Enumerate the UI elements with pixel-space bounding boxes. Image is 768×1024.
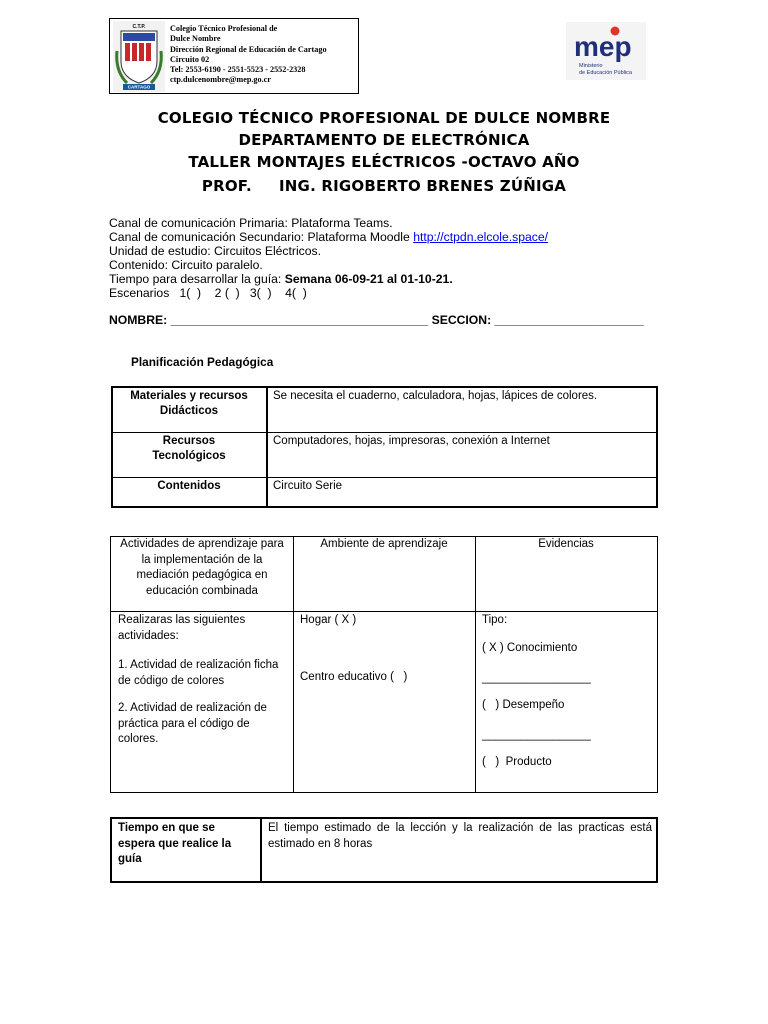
table-divider [475, 537, 476, 792]
planning-title: Planificación Pedagógica [131, 355, 274, 369]
school-line: Circuito 02 [170, 54, 210, 64]
evidence-type-label: Tipo: [482, 614, 508, 626]
environment-school: Centro educativo ( ) [300, 671, 408, 683]
header-divider [111, 611, 657, 612]
header-environment: Ambiente de aprendizaje [320, 538, 448, 550]
mep-logo-sub1: Ministerio [579, 63, 603, 69]
activity-item: 1. Actividad de realización ficha de código de colores [118, 659, 279, 687]
evidence-blank-line: _________________ [482, 729, 591, 741]
table-row [113, 388, 656, 433]
info-time-label: Tiempo para desarrollar la guía: [109, 272, 285, 286]
resources-table [111, 386, 658, 508]
info-secondary-channel [109, 230, 548, 244]
evidence-knowledge: ( X ) Conocimiento [482, 642, 578, 654]
table-row [113, 433, 656, 478]
header-evidence: Evidencias [538, 538, 594, 550]
time-value: El tiempo estimado de la lección y la realización de las practicas está estimado en 8 horas [268, 822, 652, 850]
row-label-technology: Recursos Tecnológicos [152, 435, 226, 462]
school-line: Dulce Nombre [170, 34, 221, 44]
school-line: Colegio Técnico Profesional de [170, 24, 278, 33]
title-department: DEPARTAMENTO DE ELECTRÓNICA [238, 131, 530, 149]
row-value-materials: Se necesita el cuaderno, calculadora, hojas, lápices de colores. [273, 390, 598, 402]
table-row [113, 478, 656, 506]
environment-home: Hogar ( X ) [300, 614, 357, 626]
title-professor: PROF. ING. RIGOBERTO BRENES ZÚÑIGA [201, 177, 567, 195]
evidence-performance: ( ) Desempeño [482, 699, 565, 711]
time-table [110, 817, 658, 883]
school-contact-lines [170, 24, 327, 86]
table-divider [260, 819, 262, 881]
evidence-blank-line: _________________ [482, 672, 591, 684]
crest-bottom-label: CARTAGO [127, 84, 151, 90]
info-time-range: Semana 06-09-21 al 01-10-21. [284, 272, 453, 286]
student-name-section-line: NOMBRE: ______________________________________ SECCION: ______________________ [109, 313, 644, 327]
school-crest-icon [113, 21, 165, 92]
school-line: Dirección Regional de Educación de Cartago [170, 44, 327, 54]
table-divider [293, 537, 294, 792]
title-workshop: TALLER MONTAJES ELÉCTRICOS -OCTAVO AÑO [188, 153, 580, 171]
info-time [109, 272, 453, 286]
info-study-unit: Unidad de estudio: Circuitos Eléctricos. [109, 244, 322, 258]
info-scenarios: Escenarios 1( ) 2 ( ) 3( ) 4( ) [109, 286, 307, 300]
info-content: Contenido: Circuito paralelo. [109, 258, 263, 272]
info-primary-channel: Canal de comunicación Primaria: Plataforma Teams. [109, 216, 393, 230]
mep-logo-text: mep [574, 31, 632, 62]
row-label-materials: Materiales y recursos Didácticos [130, 390, 248, 417]
activities-intro: Realizaras las siguientes actividades: [118, 614, 246, 642]
info-secondary-text: Canal de comunicación Secundario: Plataforma Moodle [109, 230, 414, 244]
time-label: Tiempo en que se espera que realice la guía [118, 822, 232, 865]
moodle-link[interactable]: http://ctpdn.elcole.space/ [413, 230, 549, 244]
activity-item: 2. Actividad de realización de práctica para el código de colores. [118, 702, 267, 745]
crest-top-label: C.T.P. [132, 24, 146, 30]
row-value-technology: Computadores, hojas, impresoras, conexión a Internet [273, 435, 550, 447]
header-activities: Actividades de aprendizaje para la implementación de la mediación pedagógica en educación combinada [120, 538, 284, 597]
row-value-contents: Circuito Serie [273, 480, 343, 492]
school-line: Tel: 2553-6190 - 2551-5523 - 2552-2328 [170, 65, 306, 75]
activities-table [110, 536, 658, 793]
row-label-contents: Contenidos [157, 480, 221, 492]
mep-logo-sub2: de Educación Pública [579, 70, 632, 76]
title-school: COLEGIO TÉCNICO PROFESIONAL DE DULCE NOMBRE [157, 109, 611, 127]
evidence-product: ( ) Producto [482, 756, 552, 768]
school-line: ctp.dulcenombre@mep.go.cr [170, 75, 271, 85]
mep-logo-icon [566, 22, 646, 80]
